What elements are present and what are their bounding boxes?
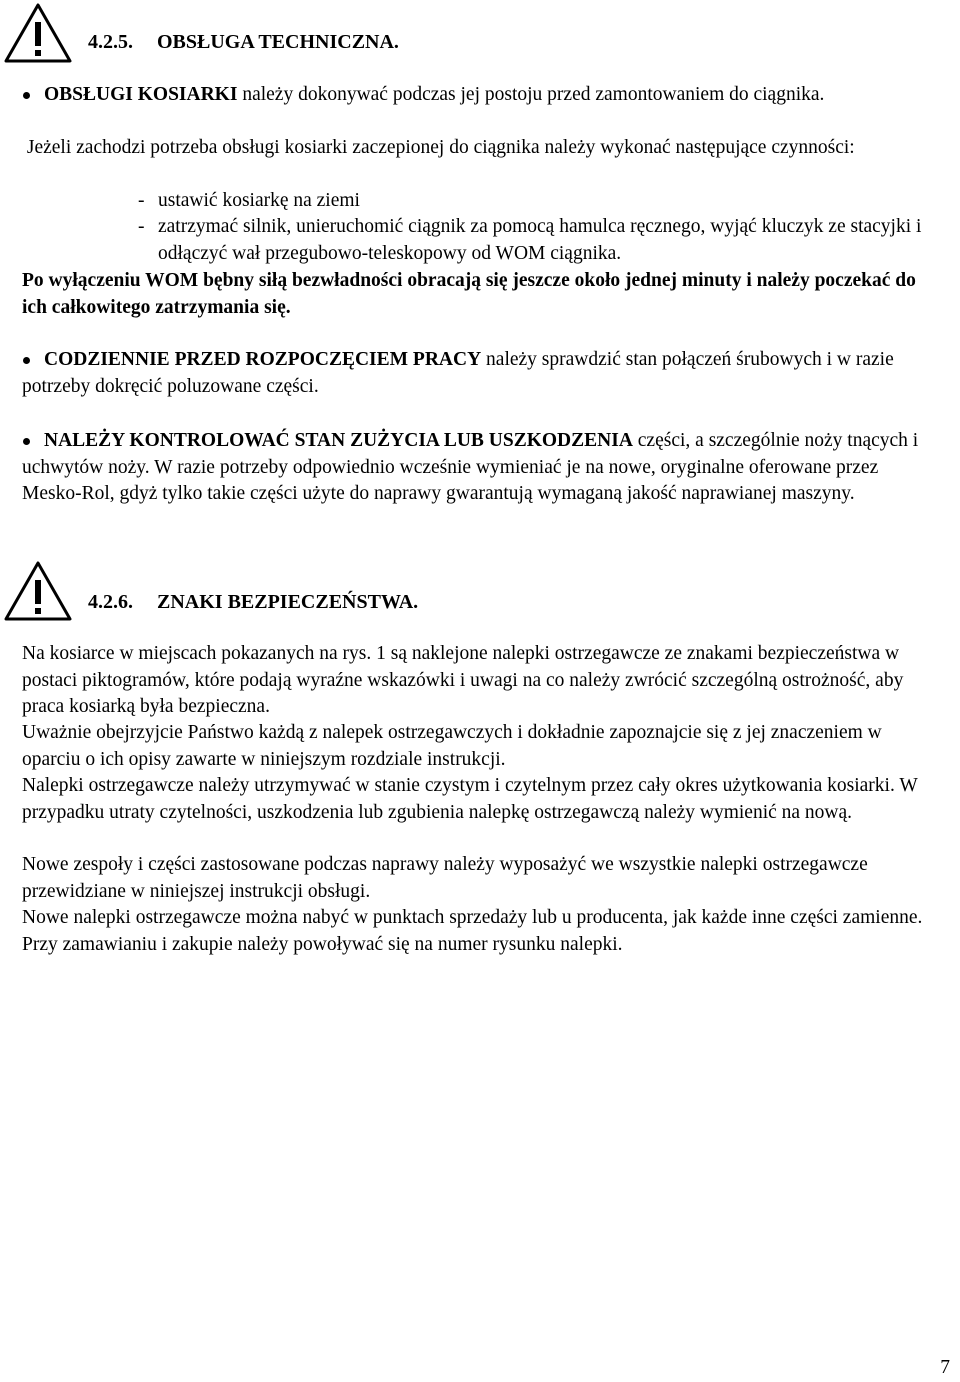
section-title: OBSŁUGA TECHNICZNA.	[157, 31, 399, 53]
dash-item-text: zatrzymać silnik, unieruchomić ciągnik za pomocą hamulca ręcznego, wyjąć kluczyk ze stacyjki i odłączyć wał przegubowo-teleskopowy od WOM ciągnika.	[158, 216, 922, 264]
paragraph-nalepki-3: Nalepki ostrzegawcze należy utrzymywać w stanie czystym i czytelnym przez cały okres użytkowania kosiarki. W przypadku utraty czytelności, uszkodzenia lub zgubienia nalepkę ostrzegawczą należy wymienić na nową.	[22, 775, 918, 823]
bold-warning-paragraph: Po wyłączeniu WOM bębny siłą bezwładności obracają się jeszcze około jednej minuty i należy poczekać do ich całkowitego zatrzymania się.	[22, 270, 916, 318]
section-title: ZNAKI BEZPIECZEŃSTWA.	[157, 591, 419, 613]
section-number: 4.2.6.	[88, 591, 133, 613]
bullet-paragraph-obslugi	[22, 82, 942, 109]
bullet-text: należy sprawdzić stan połączeń śrubowych i w razie potrzeby dokręcić poluzowane części.	[22, 349, 894, 397]
bullet-lead: OBSŁUGI KOSIARKI	[44, 84, 238, 105]
section-heading-4-2-5	[88, 29, 399, 56]
paragraph-nalepki-4: Nowe zespoły i części zastosowane podczas naprawy należy wyposażyć we wszystkie nalepki ostrzegawcze przewidziane w niniejszej instrukcji obsługi.	[22, 854, 868, 902]
warning-triangle-icon	[3, 560, 73, 622]
paragraph-nalepki-2: Uważnie obejrzyjcie Państwo każdą z nalepek ostrzegawczych i dokładnie zapoznajcie się z jej znaczeniem w oparciu o ich opisy zawarte w niniejszym rozdziale instrukcji.	[22, 722, 882, 770]
paragraph-nalepki-5: Nowe nalepki ostrzegawcze można nabyć w punktach sprzedaży lub u producenta, jak każde inne części zamienne. Przy zamawianiu i zakupie należy powoływać się na numer rysunku nalepki.	[22, 907, 923, 955]
bullet-paragraph-kontrolowac	[22, 428, 942, 508]
paragraph-nalepki-1: Na kosiarce w miejscach pokazanych na rys. 1 są naklejone nalepki ostrzegawcze ze znakami bezpieczeństwa w postaci piktogramów, które podają wyraźne wskazówki i uwagi na co należy zwrócić szczególną ostrożność, aby praca kosiarką była bezpieczna.	[22, 643, 904, 717]
dash-item-2: - zatrzymać silnik, unieruchomić ciągnik za pomocą hamulca ręcznego, wyjąć kluczyk ze stacyjki i odłączyć wał przegubowo-teleskopowy od WOM ciągnika.	[138, 214, 938, 267]
warning-triangle-icon	[3, 2, 73, 64]
dash-item-1: - ustawić kosiarkę na ziemi	[138, 188, 938, 215]
bullet-lead: NALEŻY KONTROLOWAĆ STAN ZUŻYCIA LUB USZKODZENIA	[44, 430, 633, 451]
bullet-text: części, a szczególnie noży tnących i uchwytów noży. W razie potrzeby odpowiednio wcześnie wymieniać je na nowe, oryginalne oferowane przez Mesko-Rol, gdyż tylko takie części użyte do naprawy gwarantują wymaganą jakość naprawianej maszyny.	[22, 430, 919, 504]
section-number: 4.2.5.	[88, 31, 133, 53]
bullet-lead: CODZIENNIE PRZED ROZPOCZĘCIEM PRACY	[44, 349, 482, 370]
section-heading-4-2-6	[88, 589, 418, 616]
paragraph-czynnosci: Jeżeli zachodzi potrzeba obsługi kosiarki zaczepionej do ciągnika należy wykonać następujące czynności:	[22, 137, 855, 158]
bullet-paragraph-codziennie	[22, 347, 942, 400]
bullet-text: należy dokonywać podczas jej postoju przed zamontowaniem do ciągnika.	[237, 84, 825, 105]
dash-item-text: ustawić kosiarkę na ziemi	[158, 190, 360, 211]
page-number: 7	[940, 1357, 950, 1378]
